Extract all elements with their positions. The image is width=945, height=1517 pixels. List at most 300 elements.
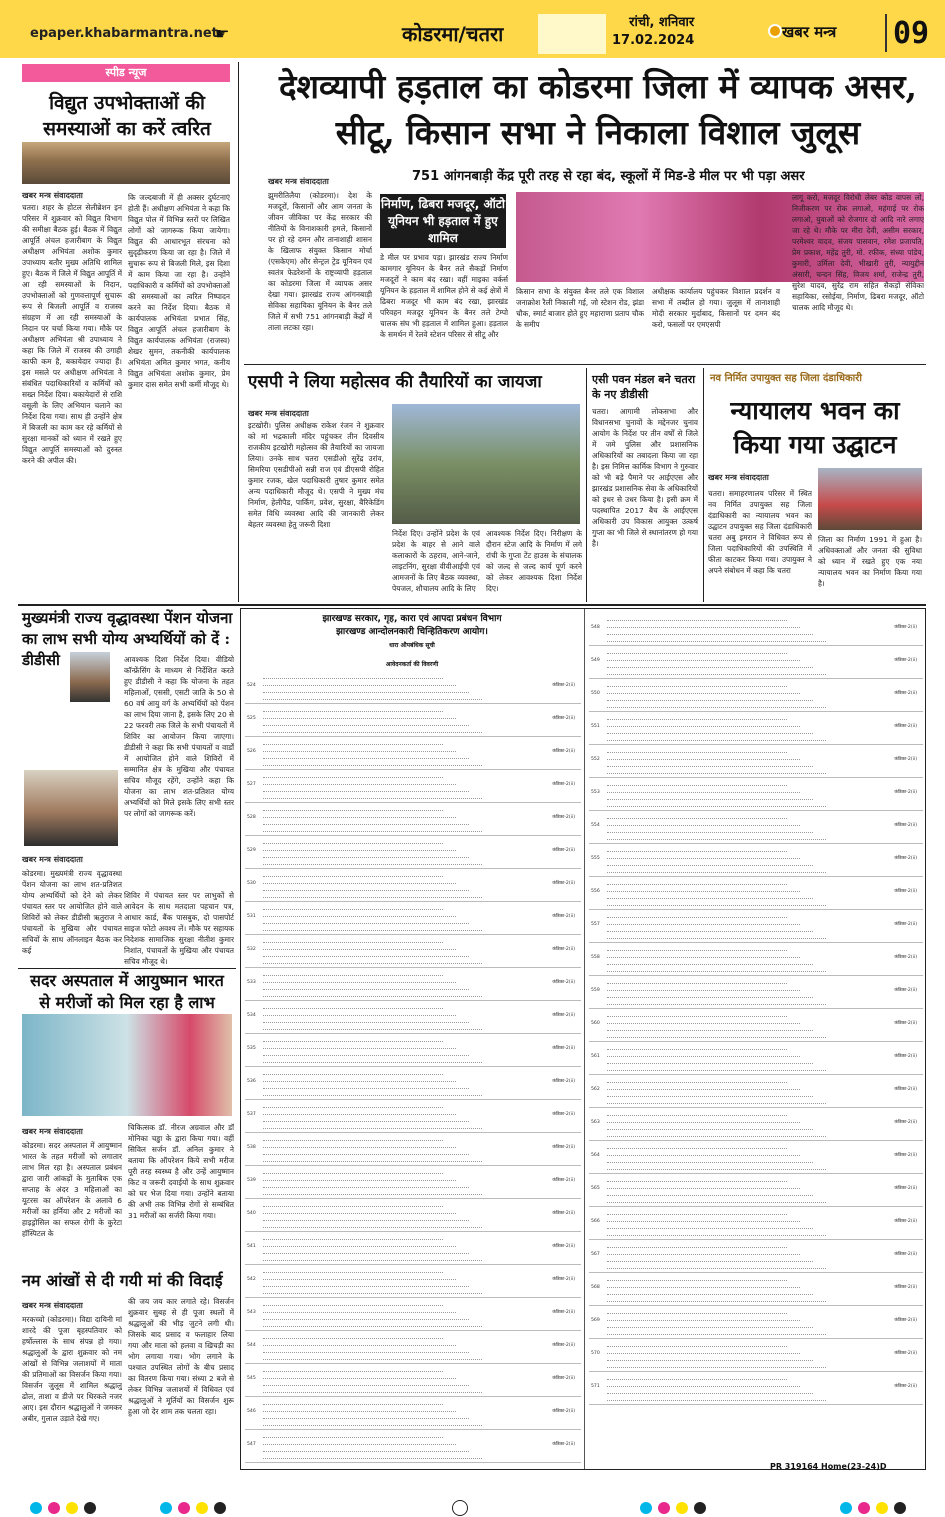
issue-date: 17.02.2024 [612,33,695,48]
pension-headline[interactable]: मुख्यमंत्री राज्य वृद्धावस्था पेंशन योजना का लाभ सभी योग्य अभ्यर्थियों को दें : डीडीसी [22,609,233,669]
color-mark-black-3 [694,1502,706,1514]
notice-divider [584,609,585,1470]
notice-row-line [607,767,826,774]
notice-row-lines [607,845,826,873]
notice-row-lines [607,647,826,675]
notice-row-result: कंडिका-2(ii) [552,1211,575,1216]
notice-row-number: 563 [591,1120,600,1125]
court-col-1: चतरा। समाहरणालय परिसर में स्थित नव निर्मित उपायुक्त सह जिला दंडाधिकारी का न्यायालय भवन का उद्घाटन उपायुक्त सह जिला दंडाधिकारी चतरा अबु इमरान ने विधिवत रूप से जिला पदाधिकारियों की उपस्थिति में फीता काटकर किया गया। उपायुक्त ने अपने संबोधन में कहा कि चतरा [708,489,812,575]
notice-row [589,778,923,811]
notice-row-result: कंडिका-2(ii) [552,947,575,952]
page-number: 09 [893,16,930,51]
notice-row-result: कंडिका-2(ii) [894,625,917,630]
notice-row-line [263,1438,456,1445]
notice-row-number: 571 [591,1384,600,1389]
notice-row-line [607,1189,813,1196]
notice-row-result: कंडिका-2(ii) [894,691,917,696]
notice-row-lines [263,1233,482,1261]
city-day: रांची, शनिवार [629,15,695,30]
notice-row-result: कंडिका-2(ii) [894,955,917,960]
notice-row-number: 551 [591,724,600,729]
notice-row-result: कंडिका-2(ii) [552,1409,575,1414]
sp-col-3: आवश्यक निर्देश दिए। निरीक्षण के दौरान स्टेज आदि के निर्माण में लगे रांची के गुप्ता टेंट हाउस के संचालक को जल्द से जल्द कार्य पूर्ण करने को लेकर आवश्यक दिशा निर्देश दिए। [486,529,582,593]
notice-row-lines [607,713,826,741]
notice-row-line [607,713,787,720]
mother-headline[interactable]: नम आंखों से दी गयी मां की विदाई [22,1271,223,1290]
notice-row [589,712,923,745]
notice-row-line [607,1373,787,1380]
notice-row-number: 550 [591,691,600,696]
notice-row-number: 535 [247,1046,256,1051]
notice-row-line [263,884,469,891]
notice-row [589,1339,923,1372]
notice-row-line [607,1182,800,1189]
notice-row [589,1009,923,1042]
site-url[interactable]: epaper.khabarmantra.net [30,26,218,41]
notice-row-result: कंडिका-2(ii) [552,1178,575,1183]
notice-row-line [607,859,813,866]
notice-row-line [263,1049,469,1056]
page-header [0,0,945,58]
notice-row-line [607,680,787,687]
notice-row-line [263,825,482,832]
notice-row-line [263,1372,456,1379]
notice-row-line [607,793,813,800]
notice-row-line [263,1247,469,1254]
notice-row [245,1265,581,1298]
notice-row-line [263,1221,482,1228]
main-subhead: 751 आंगनबाड़ी केंद्र पूरी तरह से रहा बंद, स्कूलों में मिड-डे मील पर भी पड़ा असर [412,169,805,184]
notice-row-line [607,1274,787,1281]
notice-line-2: झारखण्ड आन्दोलनकारी चिन्हितिकरण आयोग। [336,627,488,637]
notice-row-line [607,1130,826,1137]
notice-row-lines [263,1332,482,1360]
notice-row-line [263,957,482,964]
color-mark-magenta [48,1502,60,1514]
notice-row-lines [263,804,482,832]
notice-row-line [263,1141,456,1148]
notice-row [589,943,923,976]
notice-row-line [607,654,800,661]
notice-row-line [607,800,826,807]
notice-row-line [263,1002,443,1009]
notice-row-line [263,1452,482,1459]
notice-row-number: 565 [591,1186,600,1191]
color-mark-magenta-4 [858,1502,870,1514]
notice-row-line [607,1262,826,1269]
notice-row-line [607,1328,826,1335]
notice-row-result: कंडिका-2(ii) [552,1343,575,1348]
main-highlight-box: निर्माण, ढिबरा मजदूर, ऑटो यूनियन भी हड़ताल में हुए शामिल [380,194,506,248]
color-mark-cyan [30,1502,42,1514]
notice-row-line [607,991,813,998]
notice-row-line [263,1016,469,1023]
court-col-2: जिला का निर्माण 1991 में हुआ है। अधिवक्ताओं और जनता की सुविधा को ध्यान में रखते हुए एक नया न्यायालय भवन का निर्माण किया गया है। [818,535,922,588]
notice-row [589,646,923,679]
notice-row-result: कंडिका-2(ii) [894,889,917,894]
notice-row-line [607,899,826,906]
main-headline[interactable]: देशव्यापी हड़ताल का कोडरमा जिला में व्यापक असर, सीटू, किसान सभा ने निकाला विशाल जुलूस [278,67,918,152]
notice-row-line [607,1142,787,1149]
notice-row-number: 547 [247,1442,256,1447]
notice-row-result: कंडिका-2(ii) [552,1442,575,1447]
notice-row-line [263,943,456,950]
notice-row-number: 552 [591,757,600,762]
notice-row-result: कंडिका-2(ii) [894,1021,917,1026]
notice-row-line [607,932,826,939]
notice-row-line [263,844,456,851]
header-highlight [538,14,606,54]
notice-row-line [263,785,469,792]
notice-row-line [607,1024,813,1031]
notice-row-lines [607,1340,826,1368]
notice-row-line [607,1097,826,1104]
notice-row-line [607,1196,826,1203]
notice-row-line [607,1241,787,1248]
notice-row-lines [607,1175,826,1203]
notice-row [245,1397,581,1430]
notice-row [245,1001,581,1034]
notice-row-line [263,1313,469,1320]
notice-row-line [607,1354,813,1361]
notice-row [589,679,923,712]
notice-row [245,1331,581,1364]
color-mark-cyan-3 [640,1502,652,1514]
notice-row-number: 531 [247,914,256,919]
notice-row-lines [607,1142,826,1170]
notice-row-line [263,1082,469,1089]
main-col-5: लागू करो, मजदूर विरोधी लेबर कोड वापस लो, निजीकरण पर रोक लगाओ, महंगाई पर रोक लगाओ, युवाओं को रोजगार दो आदि नारे लगाए जा रहे थे। मौके पर मीरा देवी, असीम सरकार, परमेश्वर यादव, संजय पासवान, रमेश प्रजापति, प्रेम प्रकाश, महेंद्र तुरी, मो. रफीक, संध्या पांडेय, कुमारी, उर्मिला देवी, भीखारी तुरी, न्यायुद्दीन अंसारी, चन्दन सिंह, विजय शर्मा, राजेन्द्र तुरी, सुरेश यादव, सुरेंद्र राम सहित सैकड़ों सेविका सहायिका, रसोईया, निर्माण, ढिबरा मजदूर, ऑटो चालक आदि मौजूद थे। [792,193,924,312]
notice-row-line [607,1347,800,1354]
notice-row-line [607,635,826,642]
notice-row [245,1364,581,1397]
notice-row-number: 549 [591,658,600,663]
notice-row [589,1108,923,1141]
notice-row-lines [263,1299,482,1327]
notice-row-line [263,870,443,877]
electricity-headline[interactable]: विद्युत उपभोक्ताओं की समस्याओं का करें त्वरित [43,92,211,140]
notice-row [589,1075,923,1108]
notice-row-lines [607,1307,826,1335]
pension-col-2: कोडरमा। मुख्यमंत्री राज्य वृद्धावस्था पेंशन योजना का लाभ शत-प्रतिशत योग्य अभ्यर्थियों को देने को लेकर पंचायत स्तर पर आयोजित होने वाले शिविरों को लेकर डीडीसी ऋतुराज ने पंचायतों के मुखिया और पंचायत सचिवों के साथ ऑनलाइन बैठक कर कई [22,869,122,955]
notice-row-number: 548 [591,625,600,630]
notice-row-line [607,977,787,984]
notice-row-line [607,614,787,621]
notice-row-line [263,1134,443,1141]
notice-row-number: 566 [591,1219,600,1224]
mother-col-1: मरकच्चो (कोडरमा)। विद्या दायिनी मां शारदे की पूजा बृहस्पतिवार को हर्षोल्लास के साथ संपन्न हो गया। श्रद्धालुओं के द्वारा शुक्रवार को नम आंखों से विभिन्न जलाशयों में माता की प्रतिमाओं का विसर्जन किया गया। विसर्जन जुलूस में शामिल श्रद्धालु ढोल, ताशा व डीजे पर थिरकते नजर आए। इस दौरान श्रद्धालुओं ने जमकर अबीर, गुलाल उड़ाते देखे गए। [22,1315,122,1423]
notice-row-line [607,1229,826,1236]
notice-row-result: कंडिका-2(ii) [894,1120,917,1125]
notice-row-line [263,950,469,957]
pointer-icon: ☛ [215,24,230,43]
notice-row-number: 542 [247,1277,256,1282]
notice-row-line [607,866,826,873]
notice-row-line [263,759,482,766]
notice-row-result: कंडिका-2(ii) [552,815,575,820]
notice-row-line [607,878,787,885]
sp-col-2: निर्देश दिए। उन्होंने प्रदेश के एवं प्रदेश के बाहर से आने वाले कलाकारों के ठहराव, आने-जाने, लाइटनिंग, सुरक्षा वीवीआईपी एवं आमजनों के लिए बैठक व्यवस्था, पेयजल, शौचालय आदि के लिए [392,529,480,593]
notice-row-line [263,1023,482,1030]
notice-row-line [263,1148,469,1155]
notice-row-line [607,1288,813,1295]
electricity-byline: खबर मन्त्र संवाददाता [22,191,83,200]
notice-row-line [263,693,482,700]
notice-row [589,910,923,943]
notice-row-result: कंडिका-2(ii) [552,881,575,886]
color-mark-magenta-3 [658,1502,670,1514]
notice-row-line [607,734,826,741]
notice-row-line [607,760,813,767]
notice-row-lines [263,1431,482,1459]
notice-row-line [607,1031,826,1038]
notice-line-3: धारा औपबंधिक सूची [389,642,435,649]
notice-row-line [263,1200,443,1207]
ddc-photo [70,652,110,702]
notice-row-lines [607,1109,826,1137]
notice-row-line [607,779,787,786]
notice-row-line [263,1299,443,1306]
notice-row-result: कंडिका-2(ii) [894,1186,917,1191]
notice-row-result: कंडिका-2(ii) [894,1285,917,1290]
notice-row-line [263,1379,469,1386]
notice-row [589,1042,923,1075]
notice-row [245,770,581,803]
notice-row [245,1067,581,1100]
mother-byline: खबर मन्त्र संवाददाता [22,1301,83,1310]
notice-row [245,737,581,770]
notice-row-line [607,826,813,833]
notice-row-line [607,1321,813,1328]
notice-row-line [263,1240,456,1247]
notice-row-line [607,944,787,951]
notice-row-number: 543 [247,1310,256,1315]
notice-row-lines [607,614,826,642]
notice-row-result: कंडिका-2(ii) [894,1054,917,1059]
notice-row-line [263,990,482,997]
notice-row-lines [263,870,482,898]
notice-row-line [263,858,482,865]
notice-row-line [607,621,800,628]
notice-row-line [263,1398,443,1405]
notice-row-number: 558 [591,955,600,960]
notice-row [245,671,581,704]
notice-row-number: 564 [591,1153,600,1158]
notice-row-lines [607,746,826,774]
notice-row-line [263,837,443,844]
hospital-byline: खबर मन्त्र संवाददाता [22,1127,83,1136]
notice-row-number: 560 [591,1021,600,1026]
notice-row-line [607,1307,787,1314]
notice-row [245,1100,581,1133]
court-photo [818,468,922,530]
main-col-2: डे मील पर प्रभाव पड़ा। झारखंड राज्य निर्माण कामगार यूनियन के बैनर तले सैकड़ों निर्माण मजदूरों ने काम बंद रखा। वहीं माइका वर्कर्स यूनियन के हड़ताल में शामिल होने से कई क्षेत्रों में ढिबरा मजदूर भी काम बंद रखा, झारखंड परिवहन मजदूर यूनियन के बैनर तले टेम्पो चालक संघ भी हड़ताल में शामिल हुआ। हड़ताल के समर्थन में रेलवे स्टेशन परिसर से सीटू और [380,253,508,339]
notice-row-line [263,983,469,990]
main-col-4: अधीक्षक कार्यालय पहुंचकर विशाल प्रदर्शन व सभा में तब्दील हो गया। जुलूस में तानाशाही मोदी सरकार मुर्दाबाद, किसानों पर दमन बंद करो, फसलों पर एमएसपी [652,287,780,329]
notice-row-result: कंडिका-2(ii) [552,1145,575,1150]
notice-row-number: 529 [247,848,256,853]
notice-row-line [607,1090,813,1097]
notice-row [245,902,581,935]
notice-row-line [607,1248,800,1255]
notice-row [245,1430,581,1463]
notice-row-result: कंडिका-2(ii) [552,1244,575,1249]
notice-row-line [263,811,456,818]
notice-row-line [607,687,800,694]
notice-row-lines [263,1134,482,1162]
notice-row-number: 534 [247,1013,256,1018]
notice-row-line [263,1386,482,1393]
color-mark-black [84,1502,96,1514]
notice-row-line [607,1010,787,1017]
pension-col-3: शिविर में पंचायत स्तर पर लाभुकों से आवेदन के साथ मतदाता पहचान पत्र, आधार कार्ड, बैंक पासबुक, दो पासपोर्ट साइज फोटो अवश्य लें। मौके पर सहायक निदेशक सामाजिक सुरक्षा नीतीश कुमार निशांत, पंचायतों के मुखिया और पंचायत सचिव मौजूद थे। [124,891,234,966]
pawan-headline[interactable]: एसी पवन मंडल बने चतरा के नए डीडीसी [592,373,696,401]
notice-column-header: आवेदनकर्ता की विवरणी [385,661,439,668]
notice-row-line [607,1361,826,1368]
court-subhead: नव निर्मित उपायुक्त सह जिला दंडाधिकारी [710,373,862,384]
notice-row-line [607,1149,800,1156]
notice-row [245,836,581,869]
notice-row-line [263,1287,482,1294]
notice-row [245,803,581,836]
notice-row-line [607,628,813,635]
notice-row-line [263,705,443,712]
color-mark-black-4 [894,1502,906,1514]
pr-number: PR 319164 Home(23-24)D [770,1462,887,1471]
notice-row-result: कंडिका-2(ii) [552,914,575,919]
notice-row-line [607,786,800,793]
notice-row-result: कंडिका-2(ii) [894,1351,917,1356]
pension-col-1: आवश्यक दिशा निर्देश दिया। वीडियो कॉन्फ्रेंसिंग के माध्यम से निर्देशित करते हुए डीडीसी ने कहा कि योजना के तहत महिलाओं, एससी, एसटी जाति के 50 से 60 वर्ष आयु वर्ग के अभ्यर्थियों को पेंशन का लाभ दिया जाना है, इसके लिए 20 से 22 फरवरी तक जिले के सभी पंचायतों में शिविर का आयोजन किया जाएगा। डीडीसी ने कहा कि सभी पंचायतों व वार्डों में आयोजित होने वाले शिविरों में सम्मानित क्षेत्र के मुखिया और पंचायत सचिव मौजूद रहेंगे, उन्होंने कहा कि योजना का लाभ शत-प्रतिशत योग्य अभ्यर्थियों को मिले इसके लिए सभी स्तर पर लोगों को जागरूक करें। [124,655,234,818]
brand-name: खबर मन्त्र [782,23,837,41]
notice-row-lines [607,944,826,972]
notice-row-line [263,672,443,679]
court-headline[interactable]: न्यायालय भवन का किया गया उद्घाटन [730,396,900,459]
sp-inspection-photo [392,404,580,524]
notice-row-line [607,1340,787,1347]
notice-row-number: 527 [247,782,256,787]
notice-row [245,968,581,1001]
notice-row-line [263,903,443,910]
notice-row-line [607,1222,813,1229]
notice-row-number: 539 [247,1178,256,1183]
notice-row-line [263,1266,443,1273]
notice-row-lines [263,738,482,766]
notice-row-number: 568 [591,1285,600,1290]
notice-row-result: कंडिका-2(ii) [552,1013,575,1018]
notice-row-lines [263,1167,482,1195]
notice-row-line [607,1123,813,1130]
notice-row-line [607,984,800,991]
notice-row-line [263,1405,456,1412]
notice-row-line [607,1380,800,1387]
notice-row-lines [263,1002,482,1030]
notice-row-result: कंडिका-2(ii) [894,823,917,828]
notice-row-line [607,727,813,734]
notice-row [245,704,581,737]
notice-row-line [263,1214,469,1221]
notice-row-line [263,1233,443,1240]
notice-row-lines [263,1365,482,1393]
date-block [612,14,694,50]
notice-row-line [607,746,787,753]
notice-row-line [263,1445,469,1452]
hospital-headline[interactable]: सदर अस्पताल में आयुष्मान भारत से मरीजों को मिल रहा है लाभ [30,971,224,1012]
notice-row-result: कंडिका-2(ii) [552,1112,575,1117]
notice-row-line [263,792,482,799]
notice-row [589,745,923,778]
notice-row-line [607,1076,787,1083]
notice-row-line [607,1314,800,1321]
notice-row [245,935,581,968]
notice-row-line [263,719,469,726]
notice-row-result: कंडिका-2(ii) [894,922,917,927]
electricity-col-2: कि जल्दबाजी में ही अक्सर दुर्घटनाएं होती हैं। अधीक्षण अभियंता ने कहा कि विद्युत पोल में विभिन्न स्तरों पर लिखित लोगों को जागरूक किया जायेगा। विद्युत की आधारभूत संरचना को सुदृढ़ीकरण किया जा रहा है। जिले में सुचारू रूप से बिजली मिले, इस दिशा में काम किया जा रहा है। उन्होंने पदाधिकारी व कर्मियों को उपभोक्ताओं की समस्याओं का त्वरित निष्पादन करने का निर्देश दिया। बैठक में कार्यपालक अभियंता प्रभात सिंह, विद्युत आपूर्ति अंचल हजारीबाग के विद्युत कार्यपालक अभियंता (राजस्व) शेखर सुमन, तकनीकी कार्यपालक अभियंता अमित कुमार भगत, कनीय विद्युत अभियंता अशोक कुमार, प्रेम कुमार दास समेत सभी कर्मी मौजूद थे। [128,193,230,389]
color-mark-yellow [66,1502,78,1514]
notice-row-line [607,1156,813,1163]
notice-row-lines [607,1208,826,1236]
notice-row-line [263,1174,456,1181]
notice-row-lines [607,1010,826,1038]
notice-row-lines [263,1200,482,1228]
notice-row-line [263,917,469,924]
notice-row-line [607,958,813,965]
notice-row-line [263,1365,443,1372]
notice-row-line [263,1419,482,1426]
main-byline: खबर मन्त्र संवाददाता [268,177,329,186]
notice-row-result: कंडिका-2(ii) [894,856,917,861]
notice-row-lines [263,969,482,997]
notice-row-line [607,1394,826,1401]
notice-row-line [607,892,813,899]
notice-row-lines [607,1241,826,1269]
notice-row-line [263,969,443,976]
notice-row-lines [607,1076,826,1104]
column-rule [238,62,239,602]
notice-row-line [263,752,469,759]
notice-row-number: 545 [247,1376,256,1381]
notice-row-lines [263,705,482,733]
notice-row-line [607,812,787,819]
notice-row-line [263,1167,443,1174]
notice-row [589,1306,923,1339]
column-rule-3 [703,368,704,602]
notice-row-line [263,936,443,943]
main-col-1: झुमरीतिलैया (कोडरमा)। देश के मजदूरों, किसानों और आम जनता के जीवन जीविका पर केंद्र सरकार की नीतियों के विनाशकारी हमले, किसानों पर हो रहे दमन और तानाशाही शासन के खिलाफ संयुक्त किसान मोर्चा (एसकेएम) और सेन्ट्रल ट्रेड यूनियन एवं स्वतंत्र फेडरेशनों के राष्ट्रव्यापी हड़ताल का कोडरमा जिला में व्यापक असर देखा गया। झारखंड राज्य आंगनबाड़ी सेविका सहायिका यूनियन के बैनर तले जिले में सभी 751 आंगनबाड़ी केंद्रों में ताला लटका रहा। [268,191,372,332]
notice-row-lines [607,878,826,906]
notice-row-line [607,694,813,701]
notice-row-line [607,1064,826,1071]
notice-row-line [607,1215,800,1222]
color-mark-black-2 [214,1502,226,1514]
notice-row-line [607,1208,787,1215]
pension-byline: खबर मन्त्र संवाददाता [22,855,83,864]
notice-row [589,811,923,844]
notice-row-line [607,925,813,932]
notice-row-line [607,1175,787,1182]
sp-headline[interactable]: एसपी ने लिया महोत्सव की तैयारियों का जायजा [248,372,542,392]
notice-row [589,613,923,646]
notice-row-number: 544 [247,1343,256,1348]
notice-row-lines [263,1266,482,1294]
notice-row-line [607,753,800,760]
notice-row-line [607,852,800,859]
notice-row-line [607,1295,826,1302]
notice-line-1: झारखण्ड सरकार, गृह, कारा एवं आपदा प्रबंधन विभाग [322,614,502,624]
color-mark-cyan-2 [160,1502,172,1514]
notice-row-number: 555 [591,856,600,861]
notice-row-number: 561 [591,1054,600,1059]
